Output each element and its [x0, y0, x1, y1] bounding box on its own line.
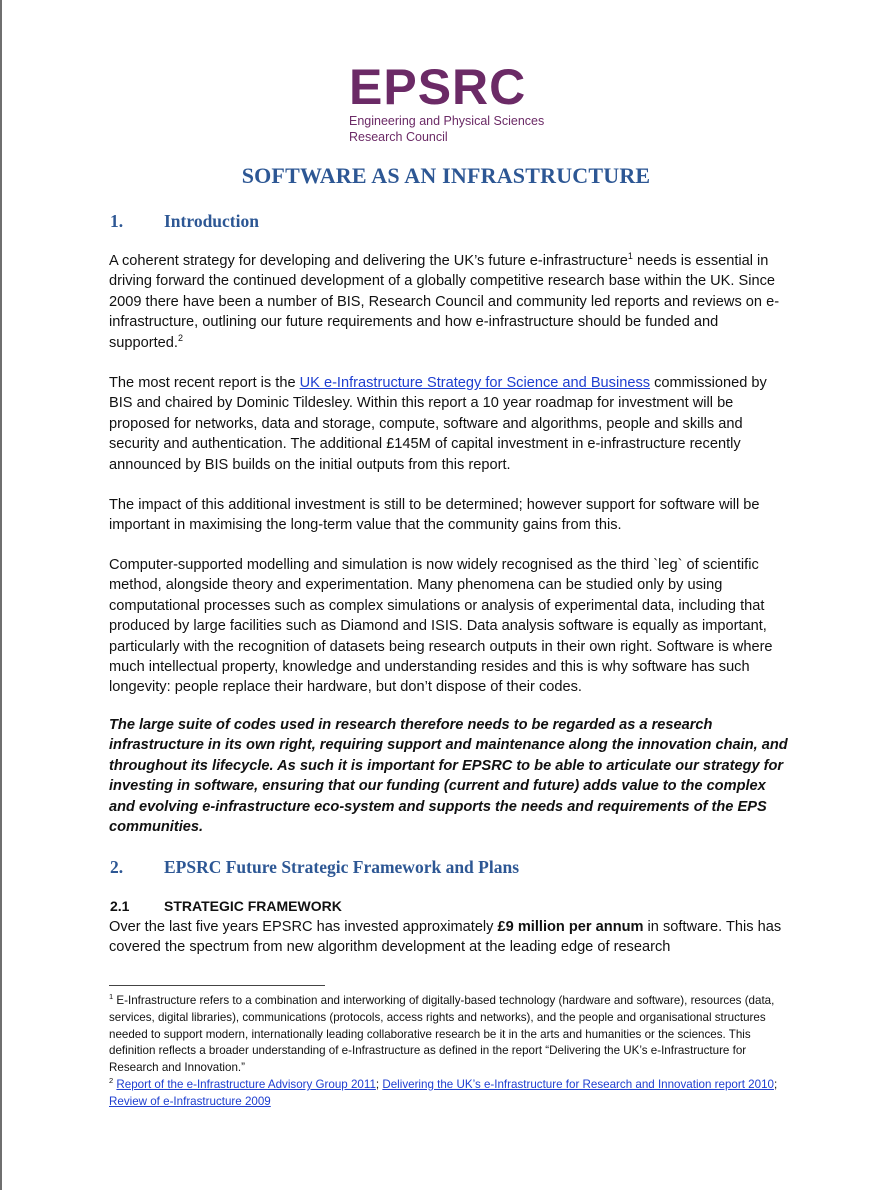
section-1-title: Introduction [164, 211, 259, 231]
footnote-1-mark: 1 [109, 992, 114, 1001]
review-of-e-infrastructure-link[interactable]: Review of e-Infrastructure 2009 [109, 1094, 271, 1108]
subsection-2-1-number: 2.1 [110, 898, 130, 914]
footnotes [109, 993, 779, 1111]
intro-paragraph-4: Computer-supported modelling and simulation is now widely recognised as the third `leg` of scientific method, alongside theory and experimentation. Many phenomena can be studied only by using computational processes such as complex simulations or analysis of experimental data, including that produced by large facilities such as Diamond and ISIS. Data analysis software is equally as important, particularly with the recognition of datasets being research outputs in their own right. Software is where much intellectual property, knowledge and understanding resides and this is why software has such longevity: people replace their hardware, but don’t dispose of their codes. [109, 557, 773, 696]
footnote-2-sep-2: ; [773, 1077, 778, 1091]
subsection-2-1-heading [110, 898, 342, 914]
section-1-heading [110, 211, 259, 232]
delivering-uk-e-infrastructure-link[interactable]: Delivering the UK’s e-Infrastructure for Research and Innovation report 2010 [382, 1077, 774, 1091]
epsrc-logo [349, 59, 569, 144]
uk-e-infrastructure-strategy-link[interactable]: UK e-Infrastructure Strategy for Science and Business [299, 375, 651, 391]
s2-p1-bold-amount: £9 million per annum [497, 919, 644, 935]
footnote-ref-2[interactable]: 2 [177, 332, 183, 343]
footnote-1 [109, 993, 779, 1077]
logo-wordmark: EPSRC [349, 59, 527, 115]
section-2-title: EPSRC Future Strategic Framework and Plans [164, 857, 519, 877]
footnote-2-mark: 2 [109, 1075, 114, 1085]
intro-paragraph-2 [109, 373, 789, 475]
intro-p2-text-b: commissioned by BIS and chaired by Dominic Tildesley. Within this report a 10 year roadmap for investment will be proposed for networks, data and storage, compute, software and algorithms, people and skills and security and authentication. The additional £145M of capital investment in e-infrastructure recently announced by BIS builds on the initial outputs from this report. [109, 375, 767, 473]
report-e-infrastructure-advisory-group-link[interactable]: Report of the e-Infrastructure Advisory Group 2011 [116, 1077, 376, 1091]
logo-line-1: Engineering and Physical Sciences [349, 114, 545, 128]
footnote-divider [109, 985, 325, 986]
subsection-2-1-title: STRATEGIC FRAMEWORK [164, 898, 342, 914]
section-2-paragraph-1 [109, 917, 789, 958]
intro-p2-text-a: The most recent report is the [109, 375, 300, 391]
s2-p1-text-a: Over the last five years EPSRC has invested approximately [109, 919, 498, 935]
footnote-2 [109, 1077, 779, 1111]
section-1-number: 1. [110, 211, 124, 231]
section-2-number: 2. [110, 857, 124, 877]
intro-p1-text-a: A coherent strategy for developing and delivering the UK’s future e-infrastructure [109, 253, 628, 269]
intro-paragraph-1 [109, 251, 789, 353]
s2-p1-text-b: in software. This has covered the spectrum from new algorithm development at the leading edge of research [109, 919, 782, 956]
document-title: SOFTWARE AS AN INFRASTRUCTURE [241, 163, 651, 188]
intro-paragraph-5-emphasis: The large suite of codes used in research therefore needs to be regarded as a research infrastructure in its own right, requiring support and maintenance along the innovation chain, and throughout its lifecycle. As such it is important for EPSRC to be able to articulate our strategy for investing in software, ensuring that our funding (current and future) adds value to the complex and evolving e-infrastructure eco-system and supports the needs and requirements of the EPS communities. [109, 717, 788, 836]
intro-p1-text-b: needs is essential in driving forward the continued development of a globally competitive research base within the UK. Since 2009 there have been a number of BIS, Research Council and community led reports and reviews on e-infrastructure, outlining our future requirements and how e-infrastructure should be funded and supported. [109, 253, 780, 351]
footnote-ref-1[interactable]: 1 [627, 251, 633, 261]
section-2-heading [110, 857, 519, 878]
logo-line-2: Research Council [349, 130, 448, 144]
intro-paragraph-3: The impact of this additional investment is still to be determined; however support for software will be important in maximising the long-term value that the community gains from this. [109, 497, 760, 534]
footnote-2-sep-1: ; [375, 1077, 383, 1091]
footnote-1-text: E-Infrastructure refers to a combination and interworking of digitally-based technology (hardware and software), resources (data, services, digital libraries), communications (protocols, access rights and networks), and the people and organisational structures needed to support modern, internationally leading collaborative research be it in the arts and humanities or the sciences. This definition reflects a broader understanding of e-Infrastructure as defined in the report “Delivering the UK’s e-Infrastructure for Research and Innovation.” [109, 994, 775, 1075]
